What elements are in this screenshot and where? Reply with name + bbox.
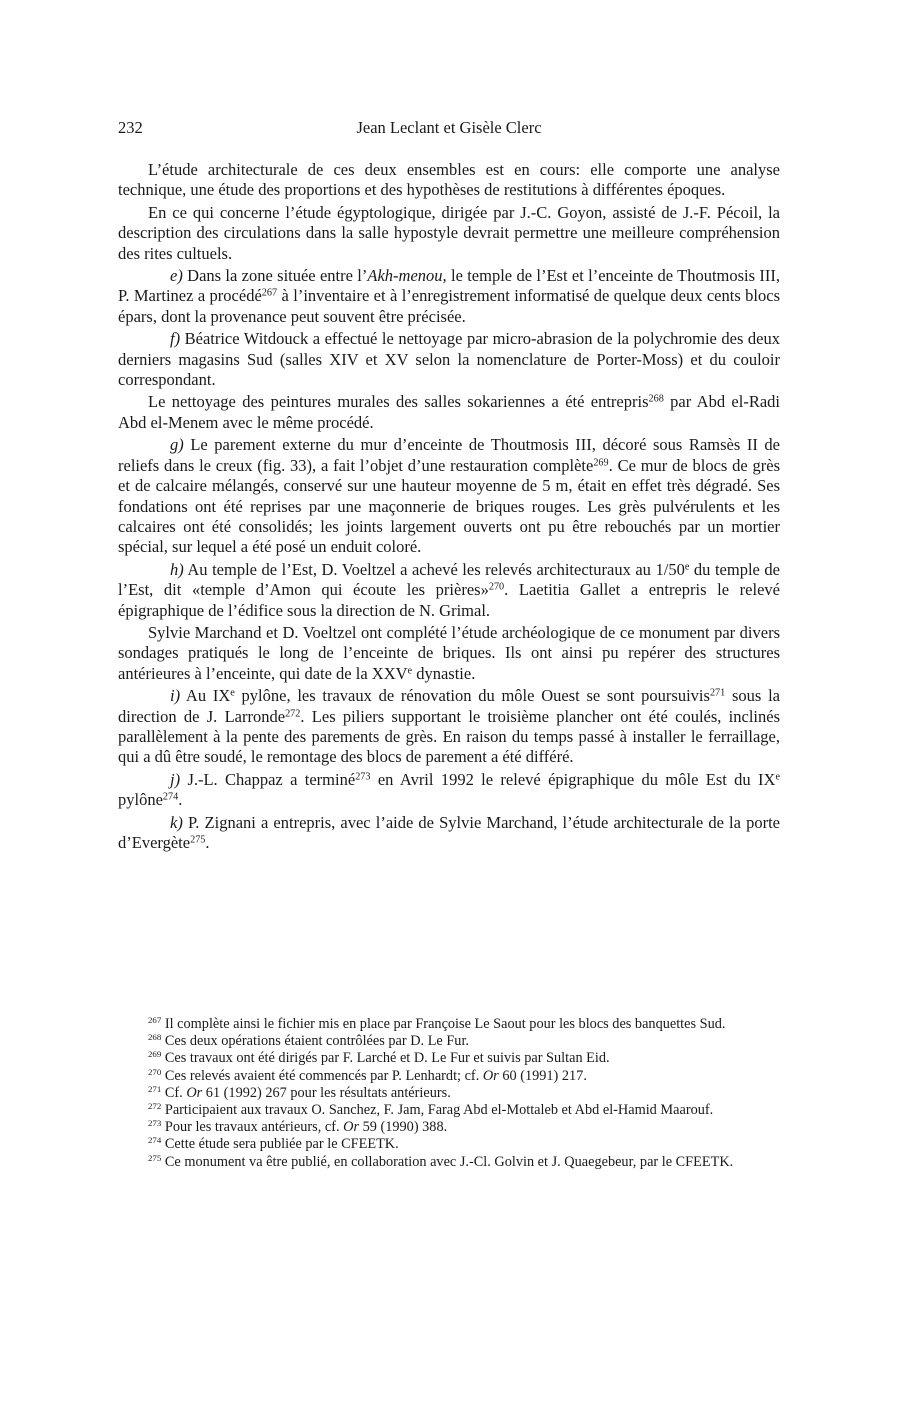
superscript: e xyxy=(775,771,780,783)
footnote: $^{269}$ Ces travaux ont été dirigés par F. Larché et D. Le Fur et suivis par Sultan Eid. xyxy=(148,1049,610,1067)
page-header xyxy=(118,116,780,140)
footnote: $^{270}$ Ces relevés avaient été commencés par P. Lenhardt; cf. Or 60 (1991) 217. xyxy=(148,1066,587,1084)
footnote-ref: 274 xyxy=(162,791,179,803)
item-label: k) xyxy=(170,812,183,832)
paragraph-k: k) P. Zignani a entrepris, avec l’aide de Sylvie Marchand, l’étude architecturale de la porte d’Evergète$^{275}$. xyxy=(118,812,780,852)
paragraph: L’étude architecturale de ces deux ensembles est en cours: elle comporte une analyse technique, une étude des proportions et des hypothèses de restitutions à différentes époques. xyxy=(118,160,780,200)
footnote-ref: 270 xyxy=(488,581,505,593)
footnote-ref: 275 xyxy=(190,834,206,846)
paragraph: Sylvie Marchand et D. Voeltzel ont complété l’étude archéologique de ce monument par divers sondages pratiqués le long de l’enceinte de briques. Ils ont ainsi pu repérer des structures antérieures à l’enceinte, qui date de la XXVe dynastie. xyxy=(118,622,780,683)
paragraph: Le nettoyage des peintures murales des salles sokariennes a été entrepris$^{268}$ par Abd el-Radi Abd el-Menem avec le même procédé. xyxy=(118,392,780,432)
footnote-ref: 273 xyxy=(355,771,371,783)
item-label: f) xyxy=(170,329,181,349)
paragraph: En ce qui concerne l’étude égyptologique, dirigée par J.-C. Goyon, assisté de J.-F. Pécoil, la description des circulations dans la salle hypostyle devrait permettre une meilleure compréhension des rites cultuels. xyxy=(118,202,780,263)
paragraph-j: j) J.-L. Chappaz a terminé$^{273}$ en Avril 1992 le relevé épigraphique du môle Est du IXe pylône$^{274}$. xyxy=(118,769,780,810)
footnote: $^{274}$ Cette étude sera publiée par le CFEETK. xyxy=(148,1135,399,1153)
footnote-ref: 269 xyxy=(593,457,609,469)
footnote: $^{272}$ Participaient aux travaux O. Sanchez, F. Jam, Farag Abd el-Mottaleb et Abd el-Hamid Maarouf. xyxy=(148,1101,714,1119)
italic-term: Or xyxy=(343,1119,360,1136)
footnote-number: 267 xyxy=(148,1015,162,1026)
italic-term: Or xyxy=(186,1084,203,1101)
footnote: $^{267}$ Il complète ainsi le fichier mis en place par Françoise Le Saout pour les blocs des banquettes Sud. xyxy=(148,1015,726,1032)
footnote-number: 269 xyxy=(148,1049,162,1060)
paragraph-e: e) Dans la zone située entre l’Akh-menou, le temple de l’Est et l’enceinte de Thoutmosis III, P. Martinez a procédé$^{267}$ à l’inventaire et à l’enregistrement informatisé de quelque deux cents blocs épars, dont la provenance peut souvent être précisée. xyxy=(118,266,780,326)
footnote-ref: 271 xyxy=(709,687,726,699)
page-number: 232 xyxy=(118,118,143,137)
superscript: e xyxy=(407,665,413,677)
footnote-number: 275 xyxy=(148,1152,162,1163)
footnote-number: 268 xyxy=(148,1032,162,1043)
paragraph-h: h) Au temple de l’Est, D. Voeltzel a achevé les relevés architecturaux au 1/50e du temple de l’Est, dit «temple d’Amon qui écoute les prières»$^{270}$. Laetitia Gallet a entrepris le relevé épigraphique de l’édifice sous la direction de N. Grimal. xyxy=(118,559,780,620)
item-label: i) xyxy=(170,686,181,706)
footnote: $^{273}$ Pour les travaux antérieurs, cf. Or 59 (1990) 388. xyxy=(148,1118,448,1136)
item-label: h) xyxy=(170,559,184,579)
footnote: $^{271}$ Cf. Or 61 (1992) 267 pour les résultats antérieurs. xyxy=(148,1083,451,1101)
footnote-number: 274 xyxy=(148,1135,162,1146)
item-label: g) xyxy=(170,435,184,455)
footnote-number: 272 xyxy=(148,1101,162,1112)
footnote-number: 270 xyxy=(148,1066,162,1077)
running-head: Jean Leclant et Gisèle Clerc xyxy=(356,118,542,137)
footnote-ref: 272 xyxy=(285,707,301,719)
superscript: e xyxy=(684,561,690,573)
paragraph-i: i) Au IXe pylône, les travaux de rénovation du môle Ouest se sont poursuivis$^{271}$ sous la direction de J. Larronde$^{272}$. Les piliers supportant le troisième plancher ont été coulés, inclinés parallèlement à la pente des parements de grès. En raison du temps passé à installer le ferraillage, qui a dû être soudé, le remontage des blocs de parement a été différé. xyxy=(118,686,781,767)
item-label: e) xyxy=(170,266,183,286)
footnote-number: 273 xyxy=(148,1118,162,1129)
footnote-ref: 268 xyxy=(648,393,664,405)
paragraph-g: g) Le parement externe du mur d’enceinte de Thoutmosis III, décoré sous Ramsès II de reliefs dans le creux (fig. 33), a fait l’objet d’une restauration complète$^{269}$. Ce mur de blocs de grès et de calcaire mélangés, conservé sur une hauteur moyenne de 5 m, était en effet très dégradé. Ses fondations ont été reprises par une maçonnerie de briques rouges. Les grès pulvérulents et les calcaires ont été consolidés; les joints largement ouverts ont pu être rebouchés par un mortier spécial, sur lequel a été posé un enduit coloré. xyxy=(118,435,780,557)
italic-term: Akh-menou, xyxy=(367,266,447,286)
footnote: $^{268}$ Ces deux opérations étaient contrôlées par D. Le Fur. xyxy=(148,1032,469,1050)
italic-term: Or xyxy=(482,1067,499,1084)
footnotes xyxy=(118,1016,780,1171)
footnote-number: 271 xyxy=(148,1083,162,1094)
item-label: j) xyxy=(170,769,181,789)
superscript: e xyxy=(230,687,235,699)
body-text xyxy=(118,160,780,855)
paragraph-f: f) Béatrice Witdouck a effectué le nettoyage par micro-abrasion de la polychromie des deux derniers magasins Sud (salles XIV et XV selon la nomenclature de Porter-Moss) et du couloir correspondant. xyxy=(118,329,780,390)
footnote: $^{275}$ Ce monument va être publié, en collaboration avec J.-Cl. Golvin et J. Quaegebeur, par le CFEETK. xyxy=(148,1152,734,1170)
footnote-ref: 267 xyxy=(261,287,278,299)
